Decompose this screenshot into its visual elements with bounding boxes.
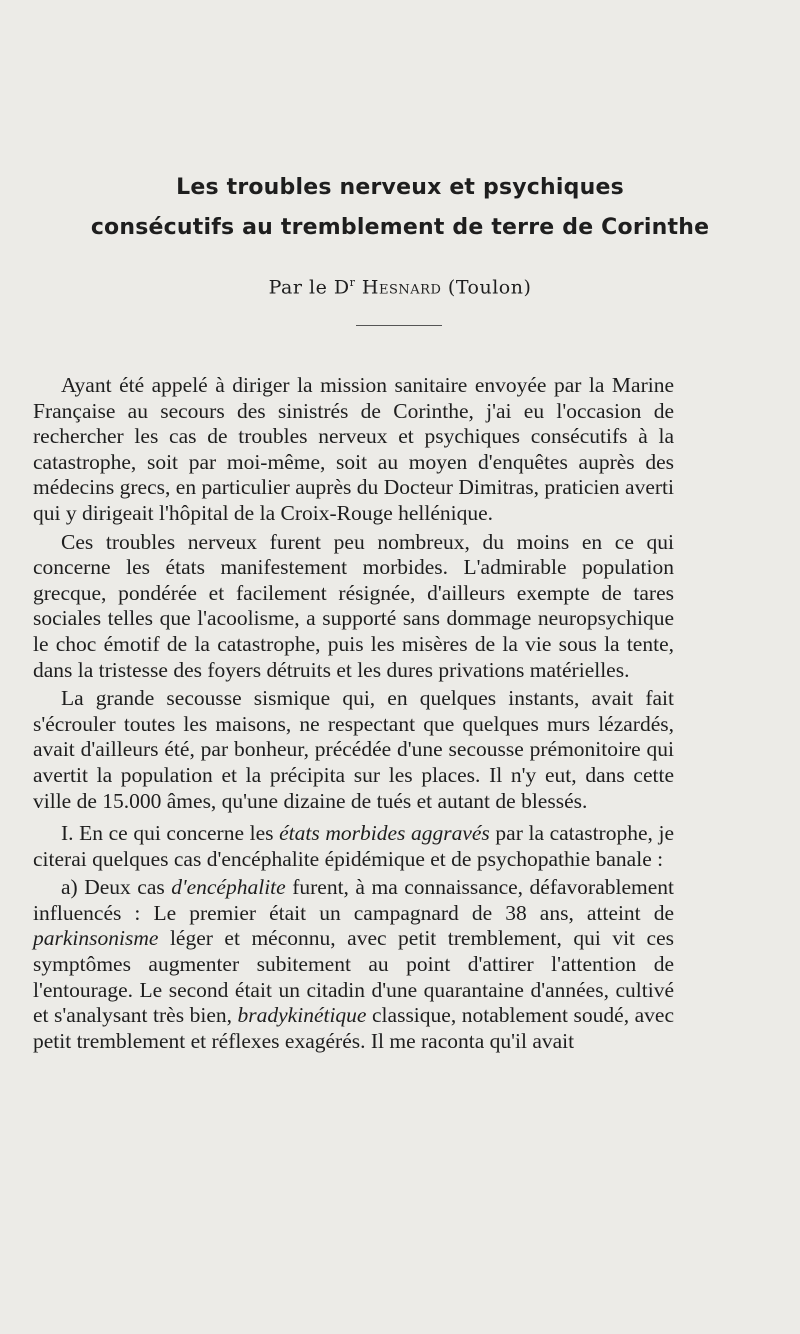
p5-emphasis-parkinsonisme: parkinsonisme (33, 926, 159, 951)
author-name: Hesnard (361, 276, 442, 299)
title-line-1: Les troubles nerveux et psychiques (176, 175, 624, 200)
article-title (40, 168, 760, 248)
article-body (33, 373, 674, 1057)
p5-text-e: léger et méconnu, avec petit tremblement, qui vit ces symptômes augmenter subitement au point d'attirer l'attention de l'entourage. Le second était un citadin d'une quarantaine d'années, cultivé et s'analysant très bien, (33, 926, 674, 1028)
p5-text-a: a) Deux cas (61, 875, 172, 900)
p4-text-c: par la catastrophe, je citerai quelques cas d'encéphalite épidémique et de psychopathie banale : (33, 821, 674, 871)
p5-text-c: furent, à ma connaissance, défavorablement influencés : Le premier était un campagnard de 38 ans, atteint de (33, 875, 674, 925)
paragraph-4 (33, 821, 674, 872)
p5-emphasis-bradykinetique: bradykinétique (237, 1003, 367, 1028)
paragraph-3: La grande secousse sismique qui, en quelques instants, avait fait s'écrouler toutes les maisons, ne respectant que quelques murs lézardés, avait d'ailleurs été, par bonheur, précédée d'une secousse prémonitoire qui avertit la population et la précipita sur les places. Il n'y eut, dans cette ville de 15.000 âmes, qu'une dizaine de tués et autant de blessés. (33, 686, 674, 813)
p5-emphasis-encephalite: d'encéphalite (171, 875, 286, 900)
p4-emphasis: états morbides aggravés (279, 821, 490, 846)
author-place: (Toulon) (447, 276, 532, 299)
paragraph-1: Ayant été appelé à diriger la mission sanitaire envoyée par la Marine Française au secours des sinistrés de Corinthe, j'ai eu l'occasion de rechercher les cas de troubles nerveux et psychiques consécutifs à la catastrophe, soit par moi-même, soit au moyen d'enquêtes auprès des médecins grecs, en particulier auprès du Docteur Dimitras, praticien averti qui y dirigeait l'hôpital de la Croix-Rouge hellénique. (33, 373, 674, 525)
author-prefix: Par le D (268, 276, 350, 299)
author-line (40, 268, 760, 302)
paragraph-2: Ces troubles nerveux furent peu nombreux, du moins en ce qui concerne les états manifestement morbides. L'admirable population grecque, pondérée et facilement résignée, d'ailleurs exempte de tares sociales telles que l'acoolisme, a supporté sans dommage neuropsychique le choc émotif de la catastrophe, puis les misères de la vie sous la tente, dans la tristesse des foyers détruits et les dures privations matérielles. (33, 529, 674, 682)
author-title-sup: r (349, 276, 356, 289)
title-separator-rule (356, 325, 442, 326)
p5-text-g: classique, notablement soudé, avec petit tremblement et réflexes exagérés. Il me raconta qu'il avait (33, 1003, 674, 1053)
title-line-2: consécutifs au tremblement de terre de Corinthe (90, 215, 710, 240)
paragraph-5 (33, 875, 674, 1054)
p4-text-a: I. En ce qui concerne les (61, 821, 280, 846)
